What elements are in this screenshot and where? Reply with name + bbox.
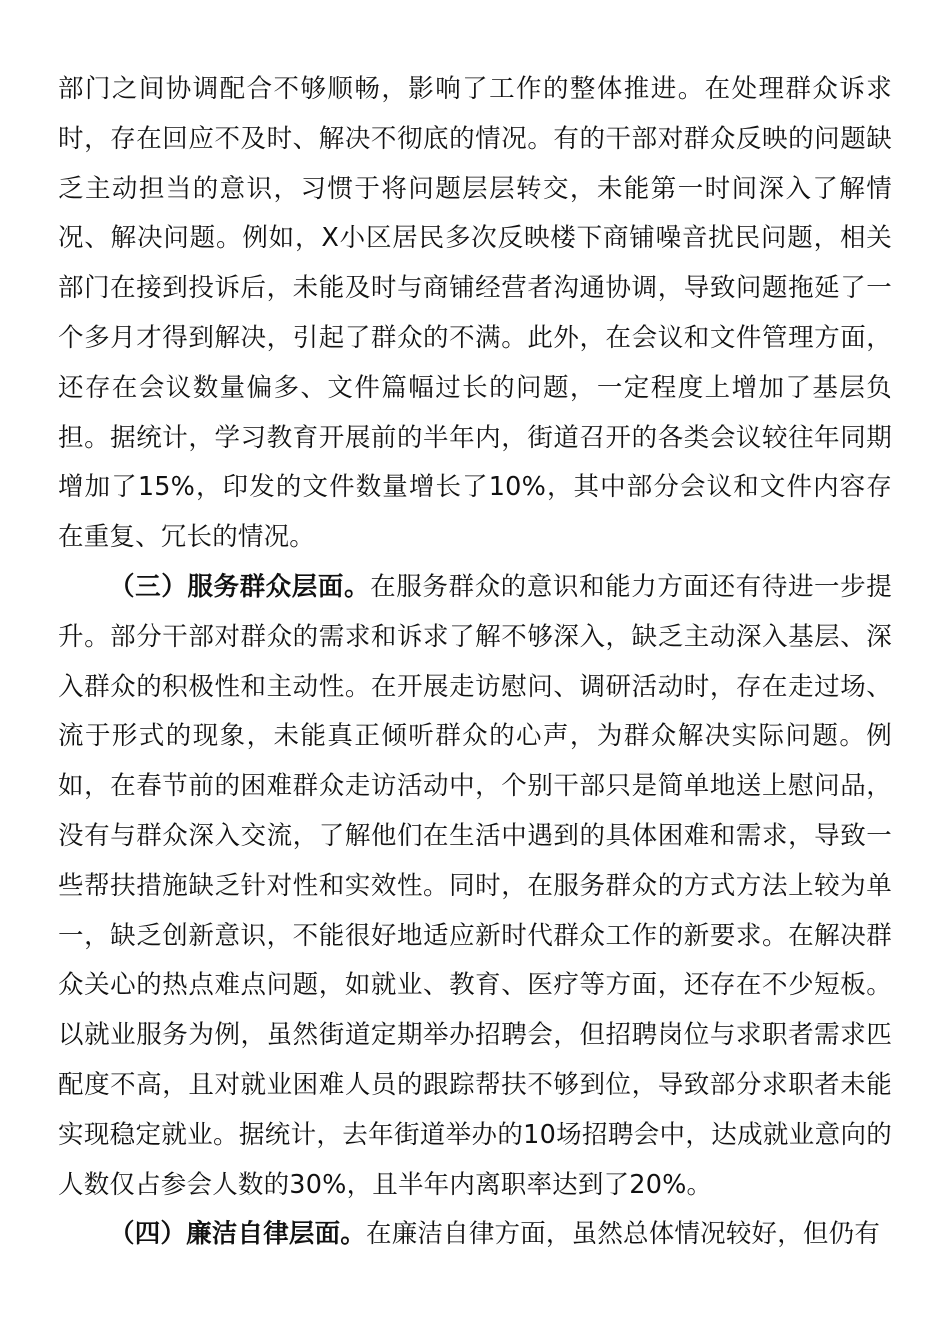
paragraph-body-3: 在廉洁自律方面，虽然总体情况较好，但仍有 xyxy=(366,1219,881,1249)
section-integrity xyxy=(58,1210,892,1260)
section-heading-4: （四）廉洁自律层面。 xyxy=(109,1219,367,1249)
paragraph-2 xyxy=(58,563,892,1210)
paragraph-continuation xyxy=(58,65,892,563)
paragraph-body-2: 在服务群众的意识和能力方面还有待进一步提升。部分干部对群众的需求和诉求了解不够深入，缺乏主动深入基层、深入群众的积极性和主动性。在开展走访慰问、调研活动时，存在走过场、流于形式的现象，未能真正倾听群众的心声，为群众解决实际问题。例如，在春节前的困难群众走访活动中，个别干部只是简单地送上慰问品，没有与群众深入交流，了解他们在生活中遇到的具体困难和需求，导致一些帮扶措施缺乏针对性和实效性。同时，在服务群众的方式方法上较为单一，缺乏创新意识，不能很好地适应新时代群众工作的新要求。在解决群众关心的热点难点问题，如就业、教育、医疗等方面，还存在不少短板。以就业服务为例，虽然街道定期举办招聘会，但招聘岗位与求职者需求匹配度不高，且对就业困难人员的跟踪帮扶不够到位，导致部分求职者未能实现稳定就业。据统计，去年街道举办的10场招聘会中，达成就业意向的人数仅占参会人数的30%，且半年内离职率达到了20%。 xyxy=(58,572,892,1200)
paragraph-body-1: 部门之间协调配合不够顺畅，影响了工作的整体推进。在处理群众诉求时，存在回应不及时、解决不彻底的情况。有的干部对群众反映的问题缺乏主动担当的意识，习惯于将问题层层转交，未能第一时间深入了解情况、解决问题。例如，X小区居民多次反映楼下商铺噪音扰民问题，相关部门在接到投诉后，未能及时与商铺经营者沟通协调，导致问题拖延了一个多月才得到解决，引起了群众的不满。此外，在会议和文件管理方面，还存在会议数量偏多、文件篇幅过长的问题，一定程度上增加了基层负担。据统计，学习教育开展前的半年内，街道召开的各类会议较往年同期增加了15%，印发的文件数量增长了10%，其中部分会议和文件内容存在重复、冗长的情况。 xyxy=(58,74,892,553)
paragraph-3 xyxy=(58,1210,892,1260)
section-service-masses xyxy=(58,563,892,1210)
section-heading-3: （三）服务群众层面。 xyxy=(109,572,371,602)
